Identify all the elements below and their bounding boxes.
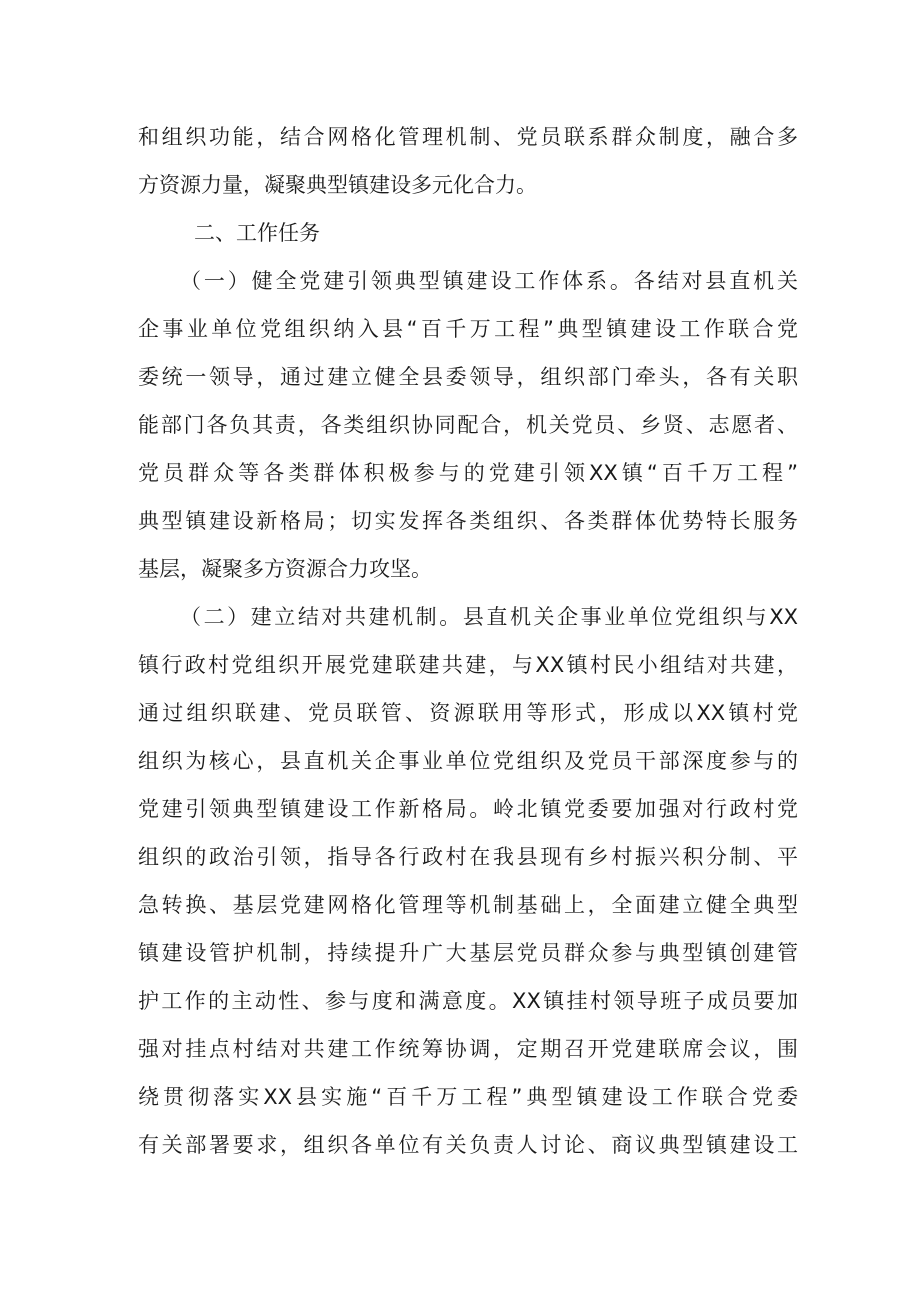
body-line: 有关部署要求，组织各单位有关负责人讨论、商议典型镇建设工 [138, 1133, 798, 1157]
body-line: 镇建设管护机制，持续提升广大基层党员群众参与典型镇创建管 [138, 941, 798, 965]
body-line: 镇行政村党组织开展党建联建共建，与XX镇村民小组结对共建， [138, 653, 798, 677]
body-line: 典型镇建设新格局；切实发挥各类组织、各类群体优势特长服务 [138, 509, 798, 533]
body-line: 党员群众等各类群体积极参与的党建引领XX镇“百千万工程” [138, 461, 798, 485]
body-line: 方资源力量，凝聚典型镇建设多元化合力。 [138, 173, 537, 197]
body-line: 强对挂点村结对共建工作统筹协调，定期召开党建联席会议，围 [138, 1037, 798, 1061]
body-line: 急转换、基层党建网格化管理等机制基础上，全面建立健全典型 [138, 893, 798, 917]
body-line: 党建引领典型镇建设工作新格局。岭北镇党委要加强对行政村党 [138, 797, 798, 821]
document-body [138, 113, 798, 1169]
body-line: 通过组织联建、党员联管、资源联用等形式，形成以XX镇村党 [138, 701, 798, 725]
body-line: 能部门各负其责，各类组织协同配合，机关党员、乡贤、志愿者、 [138, 413, 798, 437]
section-heading: 二、工作任务 [194, 221, 320, 245]
body-line: 基层，凝聚多方资源合力攻坚。 [138, 557, 432, 581]
body-line: 委统一领导，通过建立健全县委领导，组织部门牵头，各有关职 [138, 365, 798, 389]
subsection-heading-line: （二）建立结对共建机制。县直机关企事业单位党组织与XX [180, 605, 798, 629]
body-line: 组织为核心，县直机关企事业单位党组织及党员干部深度参与的 [138, 749, 798, 773]
body-line: 组织的政治引领，指导各行政村在我县现有乡村振兴积分制、平 [138, 845, 798, 869]
body-line: 护工作的主动性、参与度和满意度。XX镇挂村领导班子成员要加 [138, 989, 798, 1013]
body-line: 绕贯彻落实XX县实施“百千万工程”典型镇建设工作联合党委 [138, 1085, 798, 1109]
subsection-heading-line: （一）健全党建引领典型镇建设工作体系。各结对县直机关 [180, 269, 798, 293]
body-line: 企事业单位党组织纳入县“百千万工程”典型镇建设工作联合党 [138, 317, 798, 341]
body-line: 和组织功能，结合网格化管理机制、党员联系群众制度，融合多 [138, 125, 798, 149]
